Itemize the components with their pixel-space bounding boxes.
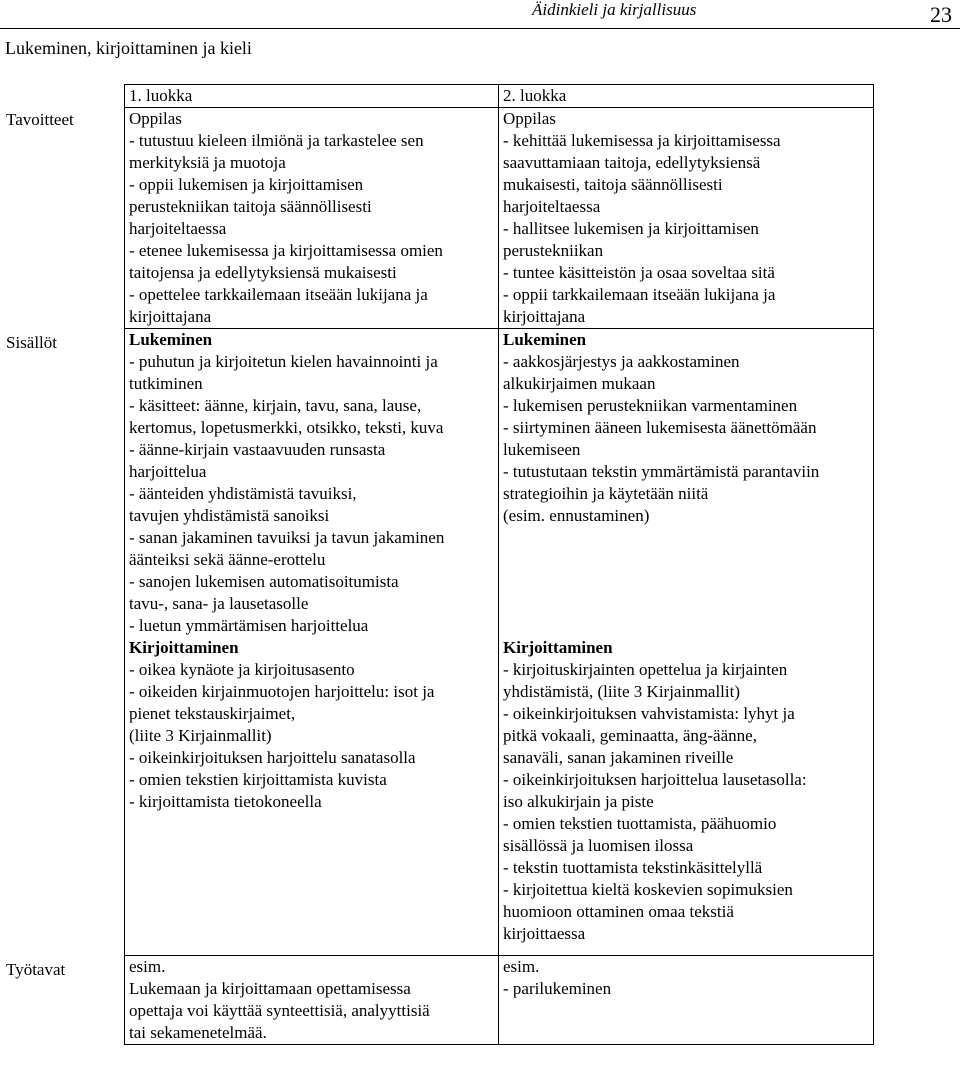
text-line: mukaisesti, taitoja säännöllisesti <box>503 175 723 194</box>
text-line: saavuttamiaan taitoja, edellytyksiensä <box>503 153 761 172</box>
text-line: strategioihin ja käytetään niitä <box>503 484 709 503</box>
text-line: - oikeinkirjoituksen harjoittelua lausetasolla: <box>503 770 807 789</box>
text-line: - omien tekstien tuottamista, päähuomio <box>503 814 777 833</box>
text-line: - etenee lukemisessa ja kirjoittamisessa omien <box>129 241 443 260</box>
tavoitteet-grade-1-cell <box>125 108 499 329</box>
text-line: - opettelee tarkkailemaan itseään lukijana ja <box>129 285 428 304</box>
text-line: - lukemisen perustekniikan varmentaminen <box>503 396 798 415</box>
header-rule <box>0 28 960 29</box>
text-line: - puhutun ja kirjoitetun kielen havainnointi ja <box>129 352 438 371</box>
text-line: kirjoittajana <box>503 307 586 326</box>
table-row-tyotavat <box>125 956 874 1045</box>
text-line: harjoiteltaessa <box>129 219 227 238</box>
text-line: - tuntee käsitteistön ja osaa soveltaa sitä <box>503 263 775 282</box>
text-line: tutkiminen <box>129 374 203 393</box>
lukeminen-list <box>503 351 869 527</box>
text-line: - sanojen lukemisen automatisoitumista <box>129 572 399 591</box>
text-line: esim. <box>129 957 166 976</box>
text-line: - tutustuu kieleen ilmiönä ja tarkastelee sen <box>129 131 424 150</box>
text-line: opettaja voi käyttää synteettisiä, analyyttisiä <box>129 1001 430 1020</box>
table-row-tavoitteet <box>125 108 874 329</box>
text-line: lukemiseen <box>503 440 581 459</box>
text-line: alkukirjaimen mukaan <box>503 374 656 393</box>
kirjoittaminen-heading: Kirjoittaminen <box>503 638 613 657</box>
text-line: - oppii lukemisen ja kirjoittamisen <box>129 175 364 194</box>
text-line: - oikea kynäote ja kirjoitusasento <box>129 660 355 679</box>
text-line: - kirjoitettua kieltä koskevien sopimuksien <box>503 880 793 899</box>
text-line: Oppilas <box>503 109 556 128</box>
text-line: sanaväli, sanan jakaminen riveille <box>503 748 734 767</box>
text-line: - sanan jakaminen tavuiksi ja tavun jakaminen <box>129 528 445 547</box>
text-line: äänteiksi sekä äänne-erottelu <box>129 550 326 569</box>
text-line: (liite 3 Kirjainmallit) <box>129 726 272 745</box>
curriculum-table <box>124 84 874 1045</box>
text-line: iso alkukirjain ja piste <box>503 792 654 811</box>
text-line: - aakkosjärjestys ja aakkostaminen <box>503 352 740 371</box>
document-title: Lukeminen, kirjoittaminen ja kieli <box>5 38 252 58</box>
text-line: - kirjoituskirjainten opettelua ja kirjainten <box>503 660 788 679</box>
row-label-sisallot: Sisällöt <box>6 333 58 352</box>
row-label-tavoitteet: Tavoitteet <box>6 110 74 129</box>
text-line: - parilukeminen <box>503 979 612 998</box>
text-line: - oikeinkirjoituksen harjoittelu sanatasolla <box>129 748 416 767</box>
sisallot-grade-1-cell <box>125 329 499 956</box>
text-line: - tekstin tuottamista tekstinkäsittelyllä <box>503 858 763 877</box>
kirjoittaminen-list <box>503 659 869 945</box>
row-label-tyotavat: Työtavat <box>6 960 66 979</box>
tyotavat-grade-2-cell <box>499 956 874 1045</box>
lukeminen-heading: Lukeminen <box>503 330 587 349</box>
tavoitteet-grade-2-cell <box>499 108 874 329</box>
text-line: - oppii tarkkailemaan itseään lukijana ja <box>503 285 776 304</box>
text-line: - luetun ymmärtämisen harjoittelua <box>129 616 369 635</box>
text-line: tai sekamenetelmää. <box>129 1023 267 1042</box>
text-line: - äänne-kirjain vastaavuuden runsasta <box>129 440 386 459</box>
text-line: - oikeinkirjoituksen vahvistamista: lyhyt ja <box>503 704 795 723</box>
text-line: tavu-, sana- ja lausetasolle <box>129 594 309 613</box>
column-header-grade-2: 2. luokka <box>499 85 874 108</box>
kirjoittaminen-list <box>129 659 494 813</box>
text-line: perustekniikan taitoja säännöllisesti <box>129 197 372 216</box>
text-line: kirjoittajana <box>129 307 212 326</box>
text-line: taitojensa ja edellytyksiensä mukaisesti <box>129 263 397 282</box>
lukeminen-list <box>129 351 494 637</box>
text-line: pienet tekstauskirjaimet, <box>129 704 296 723</box>
kirjoittaminen-heading: Kirjoittaminen <box>129 638 239 657</box>
table-row-sisallot <box>125 329 874 956</box>
text-line: huomioon ottaminen omaa tekstiä <box>503 902 734 921</box>
text-line: harjoittelua <box>129 462 207 481</box>
text-line: - äänteiden yhdistämistä tavuiksi, <box>129 484 357 503</box>
text-line: Lukemaan ja kirjoittamaan opettamisessa <box>129 979 411 998</box>
text-line: pitkä vokaali, geminaatta, äng-äänne, <box>503 726 757 745</box>
text-line: perustekniikan <box>503 241 604 260</box>
text-line: esim. <box>503 957 540 976</box>
text-line: harjoiteltaessa <box>503 197 601 216</box>
text-line: - kirjoittamista tietokoneella <box>129 792 322 811</box>
text-line: - tutustutaan tekstin ymmärtämistä parantaviin <box>503 462 820 481</box>
text-line: - oikeiden kirjainmuotojen harjoittelu: isot ja <box>129 682 435 701</box>
text-line: - käsitteet: äänne, kirjain, tavu, sana, lause, <box>129 396 422 415</box>
text-line: sisällössä ja luomisen ilossa <box>503 836 694 855</box>
text-line: - kehittää lukemisessa ja kirjoittamisessa <box>503 131 781 150</box>
spacer <box>503 527 869 637</box>
text-line: - hallitsee lukemisen ja kirjoittamisen <box>503 219 759 238</box>
text-line: kertomus, lopetusmerkki, otsikko, teksti, kuva <box>129 418 444 437</box>
sisallot-grade-2-cell <box>499 329 874 956</box>
lukeminen-heading: Lukeminen <box>129 330 213 349</box>
text-line: Oppilas <box>129 109 182 128</box>
header-subject: Äidinkieli ja kirjallisuus <box>532 0 697 19</box>
text-line: merkityksiä ja muotoja <box>129 153 286 172</box>
table-header-row <box>125 85 874 108</box>
text-line: tavujen yhdistämistä sanoiksi <box>129 506 330 525</box>
text-line: kirjoittaessa <box>503 924 586 943</box>
text-line: - omien tekstien kirjoittamista kuvista <box>129 770 387 789</box>
tyotavat-grade-1-cell <box>125 956 499 1045</box>
column-header-grade-1: 1. luokka <box>125 85 499 108</box>
text-line: - siirtyminen ääneen lukemisesta äänettömään <box>503 418 817 437</box>
text-line: yhdistämistä, (liite 3 Kirjainmallit) <box>503 682 741 701</box>
text-line: (esim. ennustaminen) <box>503 506 650 525</box>
page-number: 23 <box>930 2 952 27</box>
